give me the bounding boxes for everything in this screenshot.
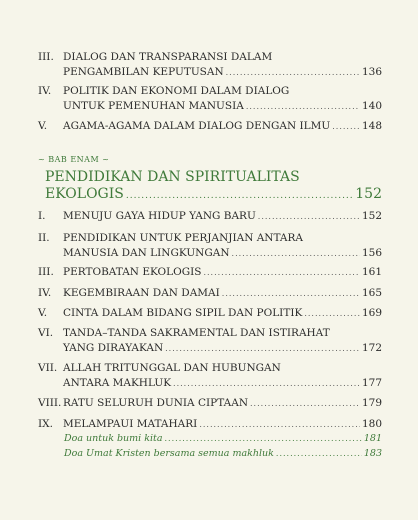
page-number: 179 — [361, 397, 382, 409]
entry-number: V. — [38, 120, 48, 132]
entry-number: VI. — [38, 327, 54, 339]
chapter-title: EKOLOGIS — [45, 186, 124, 202]
dot-leader — [226, 65, 360, 80]
entry-number: III. — [38, 51, 54, 63]
dot-leader — [165, 341, 360, 356]
dot-leader — [165, 434, 362, 443]
dot-leader — [332, 119, 360, 134]
dot-leader — [126, 188, 353, 205]
chapter-title: PENDIDIKAN DAN SPIRITUALITAS — [45, 169, 300, 185]
entry-title: PENDIDIKAN UNTUK PERJANJIAN ANTARA — [63, 232, 303, 244]
toc-subentry[interactable] — [64, 448, 382, 463]
section-label: ~ BAB ENAM ~ — [38, 155, 110, 164]
entry-title: MANUSIA DAN LINGKUNGAN — [63, 247, 230, 259]
entry-number: VII. — [38, 362, 58, 374]
page-number: 177 — [361, 377, 382, 389]
page-number: 156 — [361, 247, 382, 259]
dot-leader — [258, 209, 360, 224]
entry-title: CINTA DALAM BIDANG SIPIL DAN POLITIK — [63, 307, 303, 319]
toc-subentry[interactable] — [64, 433, 382, 448]
page-number: 148 — [361, 120, 382, 132]
dot-leader — [232, 246, 360, 261]
dot-leader — [276, 449, 362, 458]
entry-number: VIII. — [38, 397, 62, 409]
entry-title: ALLAH TRITUNGGAL DAN HUBUNGAN — [63, 362, 281, 374]
page-number: 140 — [361, 100, 382, 112]
page-number: 180 — [361, 418, 382, 430]
entry-title: DIALOG DAN TRANSPARANSI DALAM — [63, 51, 273, 63]
entry-number: IV. — [38, 287, 52, 299]
subentry-title: Doa Umat Kristen bersama semua makhluk — [64, 448, 274, 459]
entry-number: V. — [38, 307, 48, 319]
entry-title: MENUJU GAYA HIDUP YANG BARU — [63, 210, 256, 222]
page-number: 183 — [363, 448, 382, 459]
dot-leader — [203, 265, 359, 280]
dot-leader — [304, 306, 360, 321]
entry-number: I. — [38, 210, 46, 222]
entry-title: PENGAMBILAN KEPUTUSAN — [63, 66, 224, 78]
dot-leader — [250, 396, 360, 411]
entry-title: TANDA–TANDA SAKRAMENTAL DAN ISTIRAHAT — [63, 327, 330, 339]
entry-title: YANG DIRAYAKAN — [63, 342, 164, 354]
page-number: 152 — [355, 186, 382, 202]
page-number: 181 — [363, 433, 382, 444]
dot-leader — [173, 376, 360, 391]
page-number: 165 — [361, 287, 382, 299]
entry-title: PERTOBATAN EKOLOGIS — [63, 266, 202, 278]
entry-title: POLITIK DAN EKONOMI DALAM DIALOG — [63, 85, 290, 97]
entry-title: UNTUK PEMENUHAN MANUSIA — [63, 100, 244, 112]
entry-title: MELAMPAUI MATAHARI — [63, 418, 198, 430]
entry-number: IX. — [38, 418, 53, 430]
chapter-heading[interactable] — [45, 169, 382, 203]
entry-title: AGAMA-AGAMA DALAM DIALOG DENGAN ILMU — [63, 120, 331, 132]
entry-title: RATU SELURUH DUNIA CIPTAAN — [63, 397, 249, 409]
page-number: 172 — [361, 342, 382, 354]
entry-title: KEGEMBIRAAN DAN DAMAI — [63, 287, 220, 299]
dot-leader — [222, 286, 360, 301]
entry-number: IV. — [38, 85, 52, 97]
entry-number: III. — [38, 266, 54, 278]
entry-number: II. — [38, 232, 50, 244]
subentry-title: Doa untuk bumi kita — [64, 433, 163, 444]
dot-leader — [199, 417, 360, 432]
page-number: 169 — [361, 307, 382, 319]
page-number: 152 — [361, 210, 382, 222]
page-number: 136 — [361, 66, 382, 78]
dot-leader — [246, 99, 360, 114]
page-number: 161 — [361, 266, 382, 278]
entry-title: ANTARA MAKHLUK — [63, 377, 172, 389]
